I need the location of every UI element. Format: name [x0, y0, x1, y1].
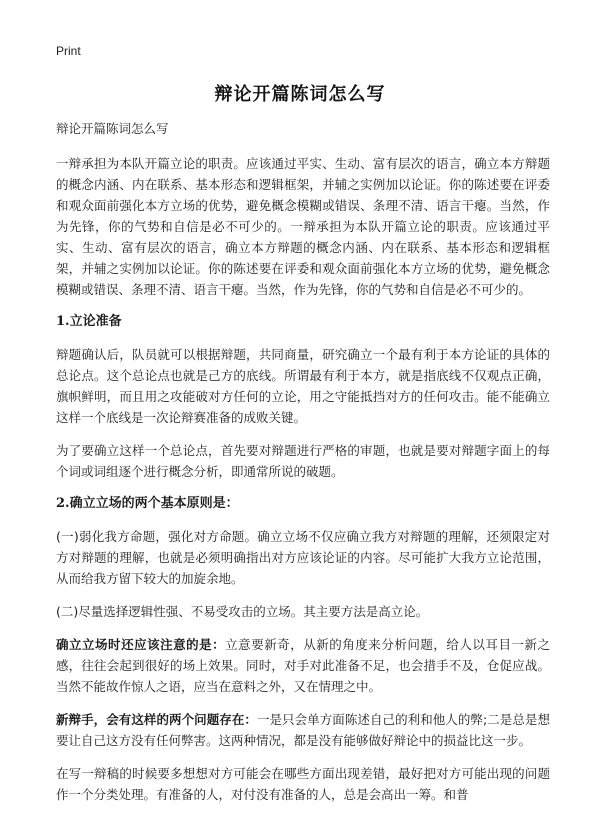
print-link[interactable]: Print: [56, 44, 81, 58]
paragraph-argument-prep-2: 为了要确立这样一个总论点，首先要对辩题进行严格的审题，也就是要对辩题字面上的每个词或词组逐个进行概念分析，即通常所说的破题。: [56, 443, 550, 479]
notice-lead: 确立立场时还应该注意的是：: [56, 637, 226, 652]
paragraph-closing: 在写一辩稿的时候要多想想对方可能会在哪些方面出现差错，最好把对方可能出现的问题作一个分类处理。有准备的人，对付没有准备的人，总是会高出一筹。和普: [56, 766, 550, 802]
paragraph-argument-prep-1: 辩题确认后，队员就可以根据辩题，共同商量，研究确立一个最有利于本方论证的具体的总论点。这个总论点也就是己方的底线。所谓最有利于本方，就是指底线不仅观点正确，旗帜鲜明，而且用之攻能破对方任何的立论，用之守能抵挡对方的任何攻击。能不能确立这样一个底线是一次论辩赛准备的成败关键。: [56, 347, 550, 425]
paragraph-notice: [56, 634, 550, 697]
article-body: [56, 118, 550, 817]
paragraph-novice: [56, 709, 550, 751]
novice-lead: 新辩手，会有这样的两个问题存在：: [56, 712, 257, 727]
notice-body: 立意要新奇，从新的角度来分析问题，给人以耳目一新之感，往往会起到很好的场上效果。同时，对手对此准备不足，也会措手不及，仓促应战。当然不能故作惊人之语，应当在意料之外，又在情理之中。: [56, 637, 550, 694]
page-title: 辩论开篇陈词怎么写: [214, 84, 386, 105]
novice-body: 一是只会单方面陈述自己的利和他人的弊;二是总是想要让自己这方没有任何弊害。这两种情况，都是没有能够做好辩论中的损益比这一步。: [56, 712, 550, 748]
intro-paragraph: 一辩承担为本队开篇立论的职责。应该通过平实、生动、富有层次的语言，确立本方辩题的概念内涵、内在联系、基本形态和逻辑框架，并辅之实例加以论证。你的陈述要在评委和观众面前强化本方立场的优势，避免概念模糊或错误、条理不清、语言干瘪。当然，作为先锋，你的气势和自信是必不可少的。一辩承担为本队开篇立论的职责。应该通过平实、生动、富有层次的语言，确立本方辩题的概念内涵、内在联系、基本形态和逻辑框架，并辅之实例加以论证。你的陈述要在评委和观众面前强化本方立场的优势，避免概念模糊或错误、条理不清、语言干瘪。当然，作为先锋，你的气势和自信是必不可少的。: [56, 156, 550, 297]
section-heading-argument-prep: 1.立论准备: [56, 314, 122, 329]
section-heading-principles: 2.确立立场的两个基本原则是：: [56, 496, 239, 511]
article-subtitle: 辩论开篇陈词怎么写: [56, 121, 169, 136]
paragraph-principle-2: (二)尽量选择逻辑性强、不易受攻击的立场。其主要方法是高立论。: [56, 604, 429, 619]
paragraph-principle-1: (一)弱化我方命题，强化对方命题。确立立场不仅应确立我方对辩题的理解，还须限定对方对辩题的理解，也就是必须明确指出对方应该论证的内容。尽可能扩大我方立论范围，从而给我方留下较大的加旋余地。: [56, 529, 550, 586]
